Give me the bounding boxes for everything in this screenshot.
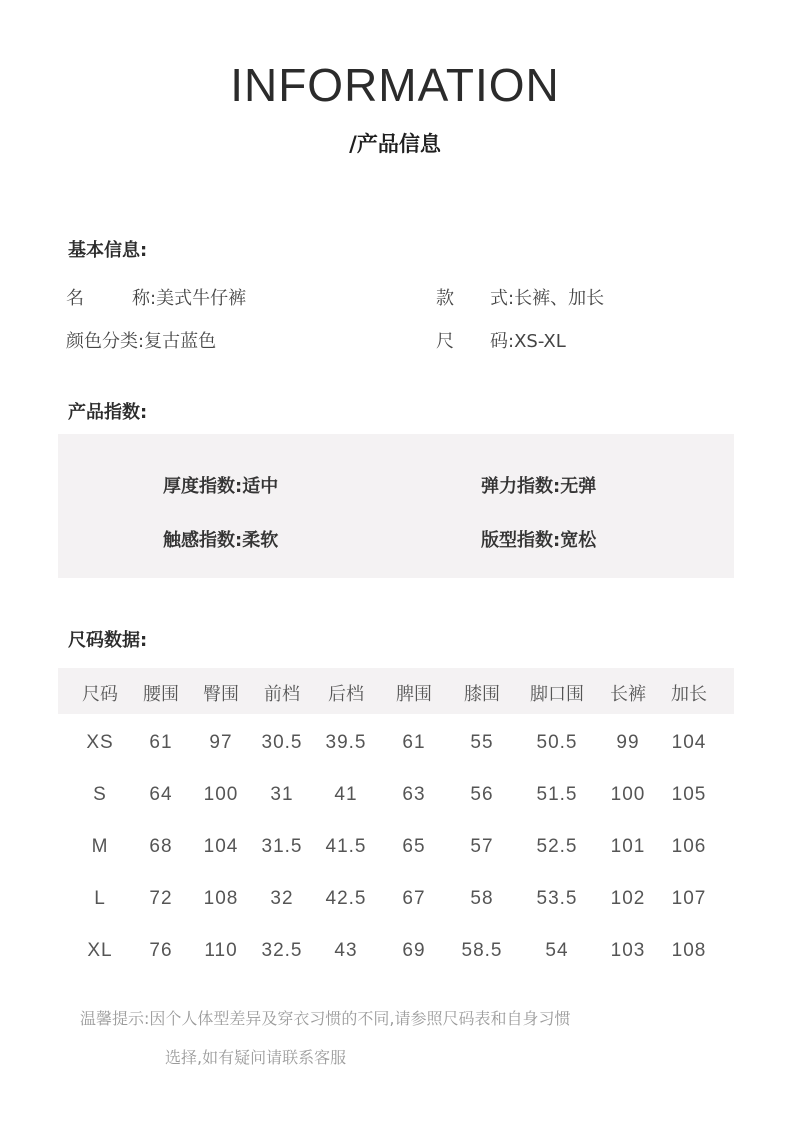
size-table-cell: 52.5 — [536, 836, 578, 857]
touch-index: 触感指数:柔软 — [163, 530, 279, 551]
size-table-cell: 39.5 — [325, 732, 367, 753]
size-table-header-cell: 前档 — [264, 684, 300, 705]
product-name-label: 名 称 — [66, 288, 150, 309]
size-table-cell: 101 — [610, 836, 646, 857]
size-table-cell: 58 — [470, 888, 494, 909]
size-table-cell: 58.5 — [461, 940, 503, 961]
size-table-cell: 108 — [203, 888, 239, 909]
size-table-cell: 106 — [671, 836, 707, 857]
size-table-cell: 108 — [671, 940, 707, 961]
size-table-size-label: L — [94, 888, 106, 909]
page-title: INFORMATION — [230, 59, 560, 111]
size-table-cell: 64 — [149, 784, 173, 805]
tip-note-line1: 温馨提示:因个人体型差异及穿衣习惯的不同,请参照尺码表和自身习惯 — [80, 1009, 571, 1028]
product-style-value: :长裤、加长 — [508, 288, 605, 309]
size-table-cell: 72 — [149, 888, 173, 909]
size-table-cell: 57 — [470, 836, 494, 857]
elasticity-index: 弹力指数:无弹 — [481, 476, 597, 497]
size-table-cell: 30.5 — [261, 732, 303, 753]
product-style-label: 款 式 — [436, 288, 508, 309]
size-range-value: :XS-XL — [508, 331, 566, 352]
size-table-cell: 55 — [470, 732, 494, 753]
size-table-cell: 32.5 — [261, 940, 303, 961]
thickness-index: 厚度指数:适中 — [163, 476, 279, 497]
size-table-cell: 51.5 — [536, 784, 578, 805]
size-table-cell: 43 — [334, 940, 358, 961]
size-table-header-cell: 脚口围 — [530, 684, 584, 705]
size-table-header-cell: 脾围 — [396, 684, 432, 705]
size-table-cell: 63 — [402, 784, 426, 805]
size-table-cell: 105 — [671, 784, 707, 805]
color-field — [66, 327, 216, 353]
size-table-cell: 31 — [270, 784, 294, 805]
size-table-cell: 99 — [616, 732, 640, 753]
size-table-cell: 42.5 — [325, 888, 367, 909]
size-table-header-cell: 后档 — [328, 684, 364, 705]
fit-index: 版型指数:宽松 — [481, 530, 597, 551]
size-range-label: 尺 码 — [436, 331, 508, 352]
size-table-cell: 107 — [671, 888, 707, 909]
size-table-cell: 50.5 — [536, 732, 578, 753]
size-table-cell: 61 — [402, 732, 426, 753]
size-table-cell: 110 — [204, 940, 238, 961]
product-name-value: :美式牛仔裤 — [150, 288, 247, 309]
size-table-cell: 41.5 — [325, 836, 367, 857]
size-table-cell: 104 — [203, 836, 239, 857]
size-table-cell: 41 — [334, 784, 358, 805]
size-table-cell: 67 — [402, 888, 426, 909]
size-table-cell: 65 — [402, 836, 426, 857]
size-table-cell: 100 — [610, 784, 646, 805]
page-subtitle: /产品信息 — [349, 132, 441, 156]
size-table-cell: 102 — [610, 888, 646, 909]
size-table-cell: 31.5 — [261, 836, 303, 857]
size-table-header-cell: 臀围 — [203, 684, 239, 705]
size-table-cell: 76 — [149, 940, 173, 961]
size-range-field — [436, 327, 566, 353]
size-table-cell: 104 — [671, 732, 707, 753]
size-table-cell: 103 — [610, 940, 646, 961]
size-table-cell: 54 — [545, 940, 569, 961]
size-table-cell: 61 — [149, 732, 173, 753]
size-table-header-cell: 腰围 — [143, 684, 179, 705]
size-table-cell: 100 — [203, 784, 239, 805]
size-table-cell: 32 — [270, 888, 294, 909]
size-table-size-label: XL — [87, 940, 113, 961]
tip-note-line2: 选择,如有疑问请联系客服 — [165, 1048, 347, 1067]
size-table-header-cell: 加长 — [671, 684, 707, 705]
size-table-size-label: M — [91, 836, 109, 857]
product-index-heading: 产品指数: — [68, 402, 148, 423]
product-name-field — [66, 284, 246, 310]
basic-info-heading: 基本信息: — [68, 240, 148, 261]
product-index-panel — [58, 434, 734, 578]
size-table-size-label: S — [93, 784, 107, 805]
size-table-cell: 53.5 — [536, 888, 578, 909]
size-data-heading: 尺码数据: — [68, 630, 148, 651]
size-table-cell: 69 — [402, 940, 426, 961]
product-style-field — [436, 284, 604, 310]
size-table-cell: 56 — [470, 784, 494, 805]
size-table-header-cell: 膝围 — [464, 684, 500, 705]
size-table-header-cell: 尺码 — [82, 684, 118, 705]
color-label: 颜色分类 — [66, 331, 138, 352]
size-table-header-cell: 长裤 — [610, 684, 646, 705]
size-table-size-label: XS — [86, 732, 114, 753]
size-table-cell: 68 — [149, 836, 173, 857]
size-table-cell: 97 — [209, 732, 233, 753]
color-value: :复古蓝色 — [138, 331, 217, 352]
